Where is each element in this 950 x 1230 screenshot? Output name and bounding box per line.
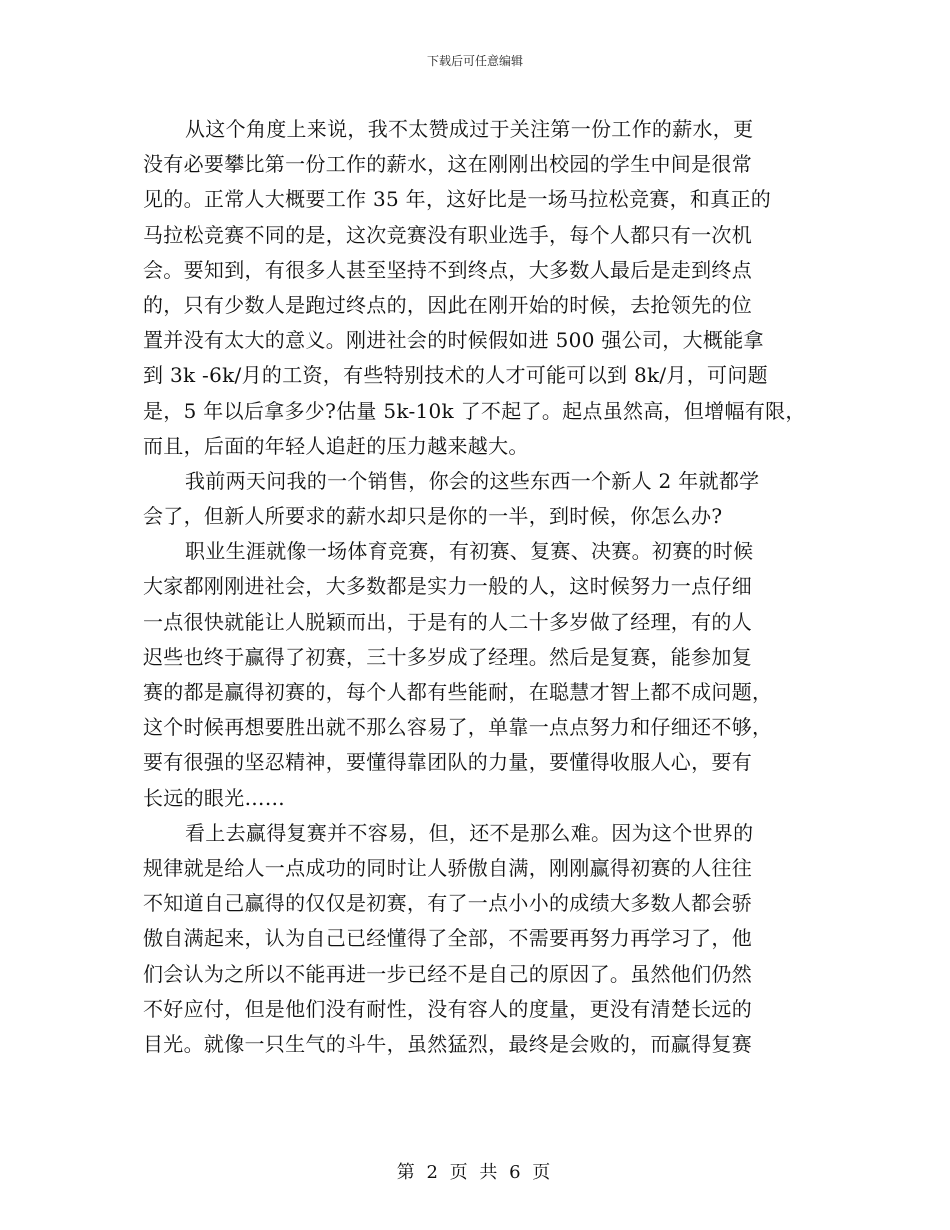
paragraph-line: 而且，后面的年轻人追赶的压力越来越大。 bbox=[143, 433, 529, 458]
paragraph-line: 置并没有太大的意义。刚进社会的时候假如进 500 强公司，大概能拿 bbox=[143, 328, 764, 353]
page-number-footer: 第 2 页 共 6 页 bbox=[396, 1162, 554, 1183]
paragraph-line: 迟些也终于赢得了初赛，三十多岁成了经理。然后是复赛，能参加复 bbox=[143, 644, 752, 669]
paragraph-line: 马拉松竞赛不同的是，这次竞赛没有职业选手，每个人都只有一次机 bbox=[143, 222, 752, 247]
paragraph-line: 一点很快就能让人脱颖而出，于是有的人二十多岁做了经理，有的人 bbox=[143, 609, 752, 634]
paragraph-line: 会。要知到，有很多人甚至坚持不到终点，大多数人最后是走到终点 bbox=[143, 257, 752, 282]
paragraph-line: 傲自满起来，认为自己已经懂得了全部，不需要再努力再学习了，他 bbox=[143, 926, 752, 951]
paragraph-line: 看上去赢得复赛并不容易，但，还不是那么难。因为这个世界的 bbox=[185, 820, 754, 845]
paragraph-line: 从这个角度上来说，我不太赞成过于关注第一份工作的薪水，更 bbox=[185, 117, 754, 141]
paragraph-line: 不好应付，但是他们没有耐性，没有容人的度量，更没有清楚长远的 bbox=[143, 996, 752, 1021]
paragraph-line: 的，只有少数人是跑过终点的，因此在刚开始的时候，去抢领先的位 bbox=[143, 292, 752, 317]
paragraph-line: 职业生涯就像一场体育竞赛，有初赛、复赛、决赛。初赛的时候 bbox=[185, 539, 754, 564]
paragraph-line: 见的。正常人大概要工作 35 年，这好比是一场马拉松竞赛，和真正的 bbox=[143, 187, 772, 212]
paragraph-line: 们会认为之所以不能再进一步已经不是自己的原因了。虽然他们仍然 bbox=[143, 961, 752, 986]
document-body bbox=[143, 112, 823, 1062]
paragraph-line: 这个时候再想要胜出就不那么容易了，单靠一点点努力和仔细还不够， bbox=[143, 715, 773, 740]
paragraph-line: 要有很强的坚忍精神，要懂得靠团队的力量，要懂得收服人心，要有 bbox=[143, 750, 752, 775]
paragraph-line: 长远的眼光…… bbox=[143, 785, 286, 810]
paragraph-line: 是，5 年以后拿多少?估量 5k-10k 了不起了。起点虽然高，但增幅有限， bbox=[143, 398, 806, 423]
paragraph-line: 规律就是给人一点成功的同时让人骄傲自满，刚刚赢得初赛的人往往 bbox=[143, 855, 752, 880]
paragraph-line: 我前两天问我的一个销售，你会的这些东西一个新人 2 年就都学 bbox=[185, 468, 760, 493]
paragraph-line: 不知道自己赢得的仅仅是初赛，有了一点小小的成绩大多数人都会骄 bbox=[143, 891, 752, 916]
paragraph-line: 没有必要攀比第一份工作的薪水，这在刚刚出校园的学生中间是很常 bbox=[143, 152, 752, 177]
paragraph-line: 目光。就像一只生气的斗牛，虽然猛烈，最终是会败的，而赢得复赛 bbox=[143, 1031, 752, 1056]
paragraph-line: 到 3k -6k/月的工资，有些特别技术的人才可能可以到 8k/月，可问题 bbox=[143, 363, 768, 388]
page-header: 下载后可任意编辑 bbox=[426, 54, 523, 68]
paragraph-line: 大家都刚刚进社会，大多数都是实力一般的人，这时候努力一点仔细 bbox=[143, 574, 752, 599]
paragraph-line: 赛的都是赢得初赛的，每个人都有些能耐，在聪慧才智上都不成问题， bbox=[143, 680, 773, 704]
paragraph-line: 会了，但新人所要求的薪水却只是你的一半，到时候，你怎么办? bbox=[143, 504, 723, 529]
